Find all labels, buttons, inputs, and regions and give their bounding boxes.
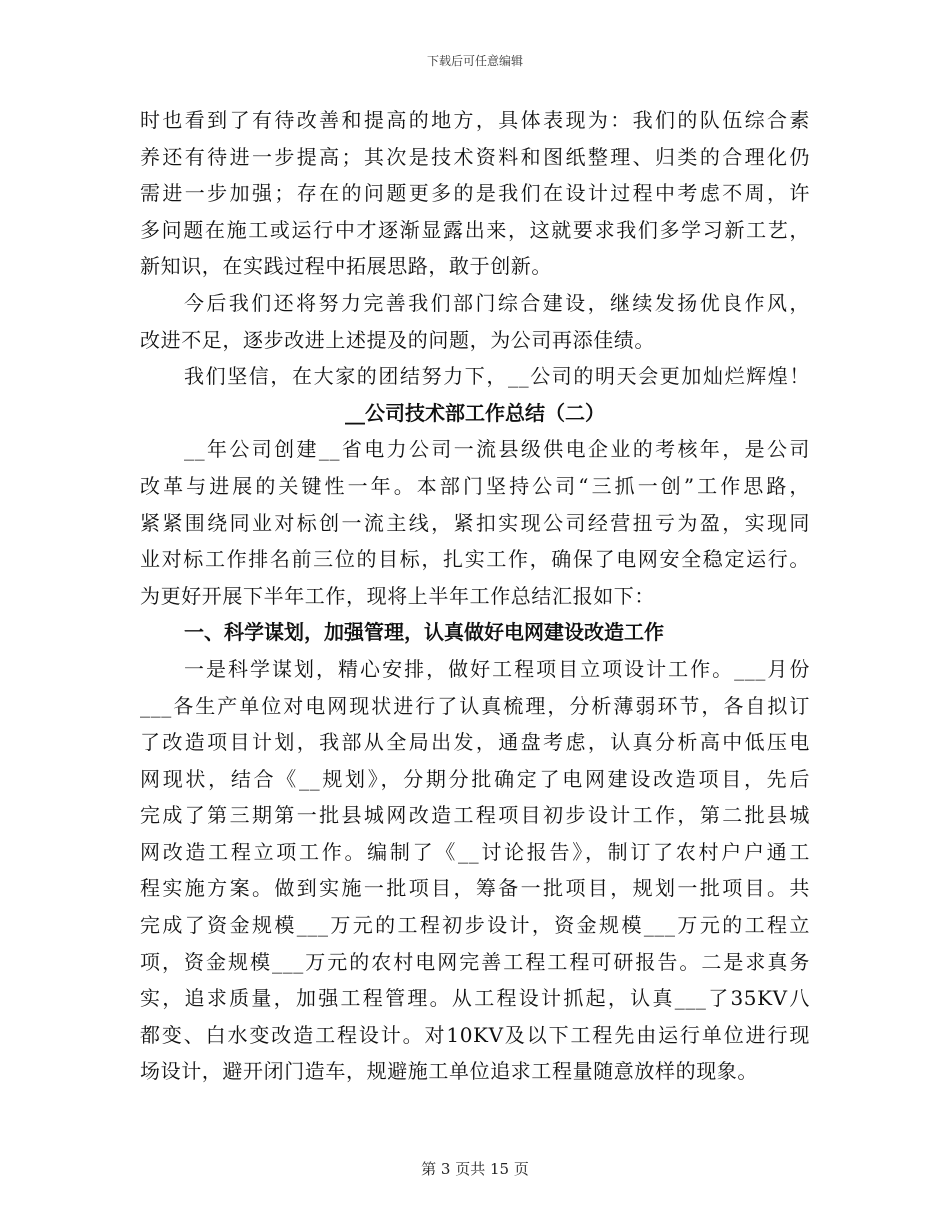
text-line: 改革与进展的关键性一年。本部门坚持公司“三抓一创”工作思路， [140,473,810,498]
text-line: 了改造项目计划，我部从全局出发，通盘考虑，认真分析高中低压电 [140,730,810,755]
page-footer: 第 3 页共 15 页 [421,1160,529,1178]
subsection-heading: 一、科学谋划，加强管理，认真做好电网建设改造工作 [184,620,664,645]
text-line: 新知识，在实践过程中拓展思路，敢于创新。 [140,254,552,279]
text-line: 养还有待进一步提高；其次是技术资料和图纸整理、归类的合理化仍 [140,144,810,169]
text-line: 项，资金规模___万元的农村电网完善工程工程可研报告。二是求真务 [140,949,810,974]
text-line: 为更好开展下半年工作，现将上半年工作总结汇报如下： [140,583,655,608]
text-line: __年公司创建__省电力公司一流县级供电企业的考核年，是公司 [184,437,810,462]
text-line: 完成了资金规模___万元的工程初步设计，资金规模___万元的工程立 [140,913,810,938]
text-line: 改进不足，逐步改进上述提及的问题，为公司再添佳绩。 [140,327,655,352]
text-line: ___各生产单位对电网现状进行了认真梳理，分析薄弱环节，各自拟订 [140,693,810,718]
text-line: 程实施方案。做到实施一批项目，筹备一批项目，规划一批项目。共 [140,876,810,901]
text-line: 时也看到了有待改善和提高的地方，具体表现为：我们的队伍综合素 [140,108,810,132]
text-line: 网现状，结合《__规划》，分期分批确定了电网建设改造项目，先后 [140,766,810,791]
text-line: 一是科学谋划，精心安排，做好工程项目立项设计工作。___月份 [184,656,810,681]
text-line: 网改造工程立项工作。编制了《__讨论报告》，制订了农村户户通工 [140,839,810,864]
document-body [140,102,810,1090]
section-title: __公司技术部工作总结（二） [345,400,605,425]
text-line: 实，追求质量，加强工程管理。从工程设计抓起，认真___了35KV八 [140,986,810,1011]
text-line: 今后我们还将努力完善我们部门综合建设，继续发扬优良作风， [184,290,810,315]
text-line: 都变、白水变改造工程设计。对10KV及以下工程先由运行单位进行现 [140,1022,810,1047]
text-line: 需进一步加强；存在的问题更多的是我们在设计过程中考虑不周，许 [140,181,810,206]
text-line: 业对标工作排名前三位的目标，扎实工作，确保了电网安全稳定运行。 [140,547,810,572]
text-line: 多问题在施工或运行中才逐渐显露出来，这就要求我们多学习新工艺， [140,217,810,242]
page-header: 下载后可任意编辑 [426,54,523,68]
text-line: 场设计，避开闭门造车，规避施工单位追求工程量随意放样的现象。 [140,1059,758,1084]
text-line: 我们坚信，在大家的团结努力下，__公司的明天会更加灿烂辉煌！ [184,364,810,389]
text-line: 完成了第三期第一批县城网改造工程项目初步设计工作，第二批县城 [140,803,810,828]
text-line: 紧紧围绕同业对标创一流主线，紧扣实现公司经营扭亏为盈，实现同 [140,510,810,535]
